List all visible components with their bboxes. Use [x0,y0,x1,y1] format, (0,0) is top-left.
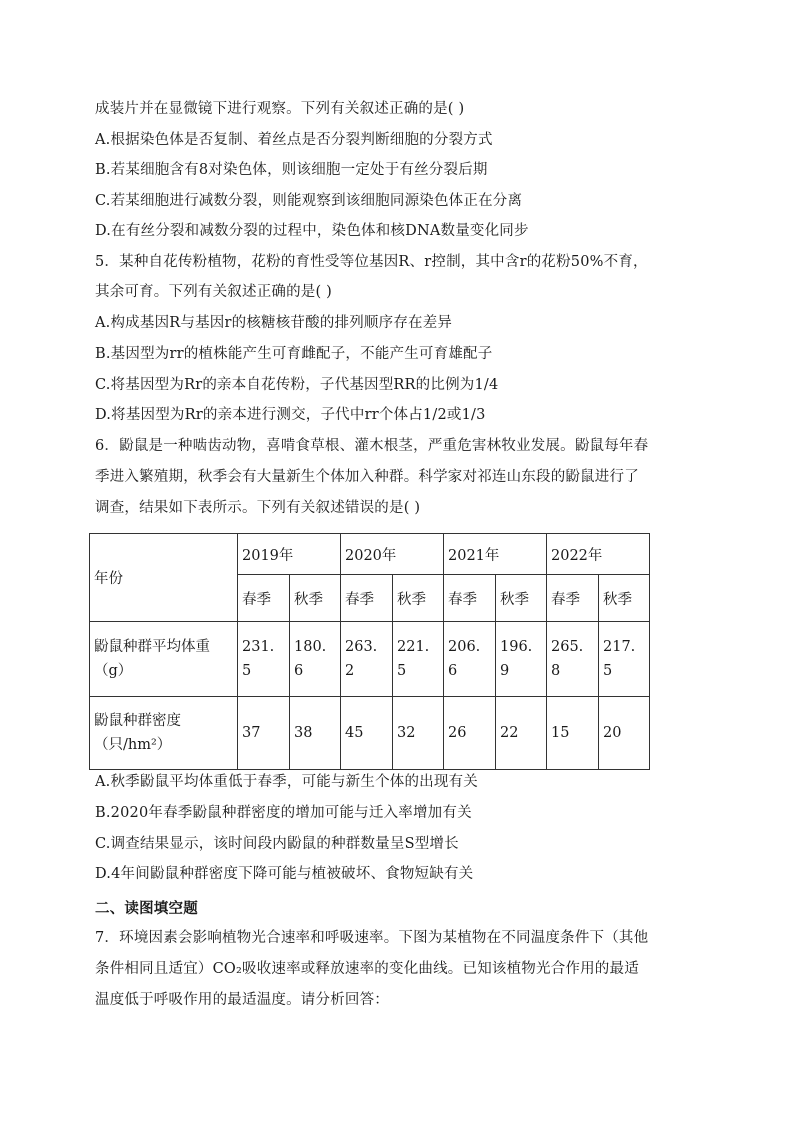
q7-stem-line-3: 温度低于呼吸作用的最适温度。请分析回答： [95,992,389,1008]
table-row-weight [90,622,650,697]
weight-value: 196.9 [500,639,533,679]
q7-stem-line-1: 7．环境因素会影响植物光合速率和呼吸速率。下图为某植物在不同温度条件下（其他 [95,930,649,946]
q5-option-d: D.将基因型为Rr的亲本进行测交，子代中rr个体占1/2或1/3 [95,407,486,423]
weight-cell [290,622,341,697]
q4-option-d: D.在有丝分裂和减数分裂的过程中，染色体和核DNA数量变化同步 [95,223,529,239]
q4-option-a: A.根据染色体是否复制、着丝点是否分裂判断细胞的分裂方式 [95,132,493,148]
q5-option-b: B.基因型为rr的植株能产生可育雌配子，不能产生可育雄配子 [95,346,493,362]
year-2022: 2022年 [547,534,650,575]
weight-label-cell [90,622,238,697]
q6-option-a: A.秋季鼢鼠平均体重低于春季，可能与新生个体的出现有关 [95,774,478,790]
density-value: 15 [547,697,599,770]
q5-stem-line-1: 5．某种自花传粉植物，花粉的育性受等位基因R、r控制，其中含r的花粉50%不育， [95,254,648,270]
season-cell: 秋季 [599,575,650,622]
weight-value: 221.5 [397,639,430,679]
weight-cell [393,622,444,697]
weight-label: 鼢鼠种群平均体重（g） [94,639,210,679]
q4-stem-continuation: 成装片并在显微镜下进行观察。下列有关叙述正确的是( ) [95,101,465,117]
q6-stem-line-3: 调查，结果如下表所示。下列有关叙述错误的是( ) [95,500,421,516]
weight-cell [599,622,650,697]
density-label-cell [90,697,238,770]
weight-value: 217.5 [603,639,636,679]
q4-option-c: C.若某细胞进行减数分裂，则能观察到该细胞同源染色体正在分离 [95,193,523,209]
weight-cell [547,622,599,697]
q7-stem-line-2: 条件相同且适宜）CO₂吸收速率或释放速率的变化曲线。已知该植物光合作用的最适 [95,961,639,977]
density-value: 32 [393,697,444,770]
weight-value: 263.2 [345,639,378,679]
q6-option-d: D.4年间鼢鼠种群密度下降可能与植被破坏、食物短缺有关 [95,866,474,882]
year-2020: 2020年 [341,534,444,575]
weight-value: 265.8 [551,639,584,679]
q6-stem-line-2: 季进入繁殖期，秋季会有大量新生个体加入种群。科学家对祁连山东段的鼢鼠进行了 [95,469,639,485]
q6-option-c: C.调查结果显示，该时间段内鼢鼠的种群数量呈S型增长 [95,836,459,852]
density-value: 38 [290,697,341,770]
q6-stem-line-1: 6．鼢鼠是一种啮齿动物，喜啃食草根、灌木根茎，严重危害林牧业发展。鼢鼠每年春 [95,438,649,454]
q4-option-b: B.若某细胞含有8对染色体，则该细胞一定处于有丝分裂后期 [95,162,488,178]
season-cell: 春季 [341,575,393,622]
table-row-years [90,534,650,575]
density-value: 37 [238,697,290,770]
weight-value: 206.6 [448,639,481,679]
season-cell: 春季 [238,575,290,622]
q6-option-b: B.2020年春季鼢鼠种群密度的增加可能与迁入率增加有关 [95,805,472,821]
weight-value: 231.5 [242,639,275,679]
table-row-density [90,697,650,770]
density-label: 鼢鼠种群密度（只/hm²） [94,713,181,753]
season-cell: 春季 [547,575,599,622]
density-value: 20 [599,697,650,770]
year-2021: 2021年 [444,534,547,575]
year-2019: 2019年 [238,534,341,575]
weight-cell [496,622,547,697]
season-cell: 秋季 [496,575,547,622]
q5-stem-line-2: 其余可育。下列有关叙述正确的是( ) [95,284,333,300]
season-cell: 秋季 [290,575,341,622]
density-value: 26 [444,697,496,770]
density-value: 22 [496,697,547,770]
year-header-cell: 年份 [90,534,238,622]
season-cell: 秋季 [393,575,444,622]
q5-option-c: C.将基因型为Rr的亲本自花传粉，子代基因型RR的比例为1/4 [95,377,499,393]
q5-option-a: A.构成基因R与基因r的核糖核苷酸的排列顺序存在差异 [95,315,453,331]
section-title: 二、读图填空题 [95,901,198,917]
weight-cell [444,622,496,697]
weight-cell [341,622,393,697]
survey-table [89,533,650,770]
weight-cell [238,622,290,697]
weight-value: 180.6 [294,639,327,679]
density-value: 45 [341,697,393,770]
season-cell: 春季 [444,575,496,622]
